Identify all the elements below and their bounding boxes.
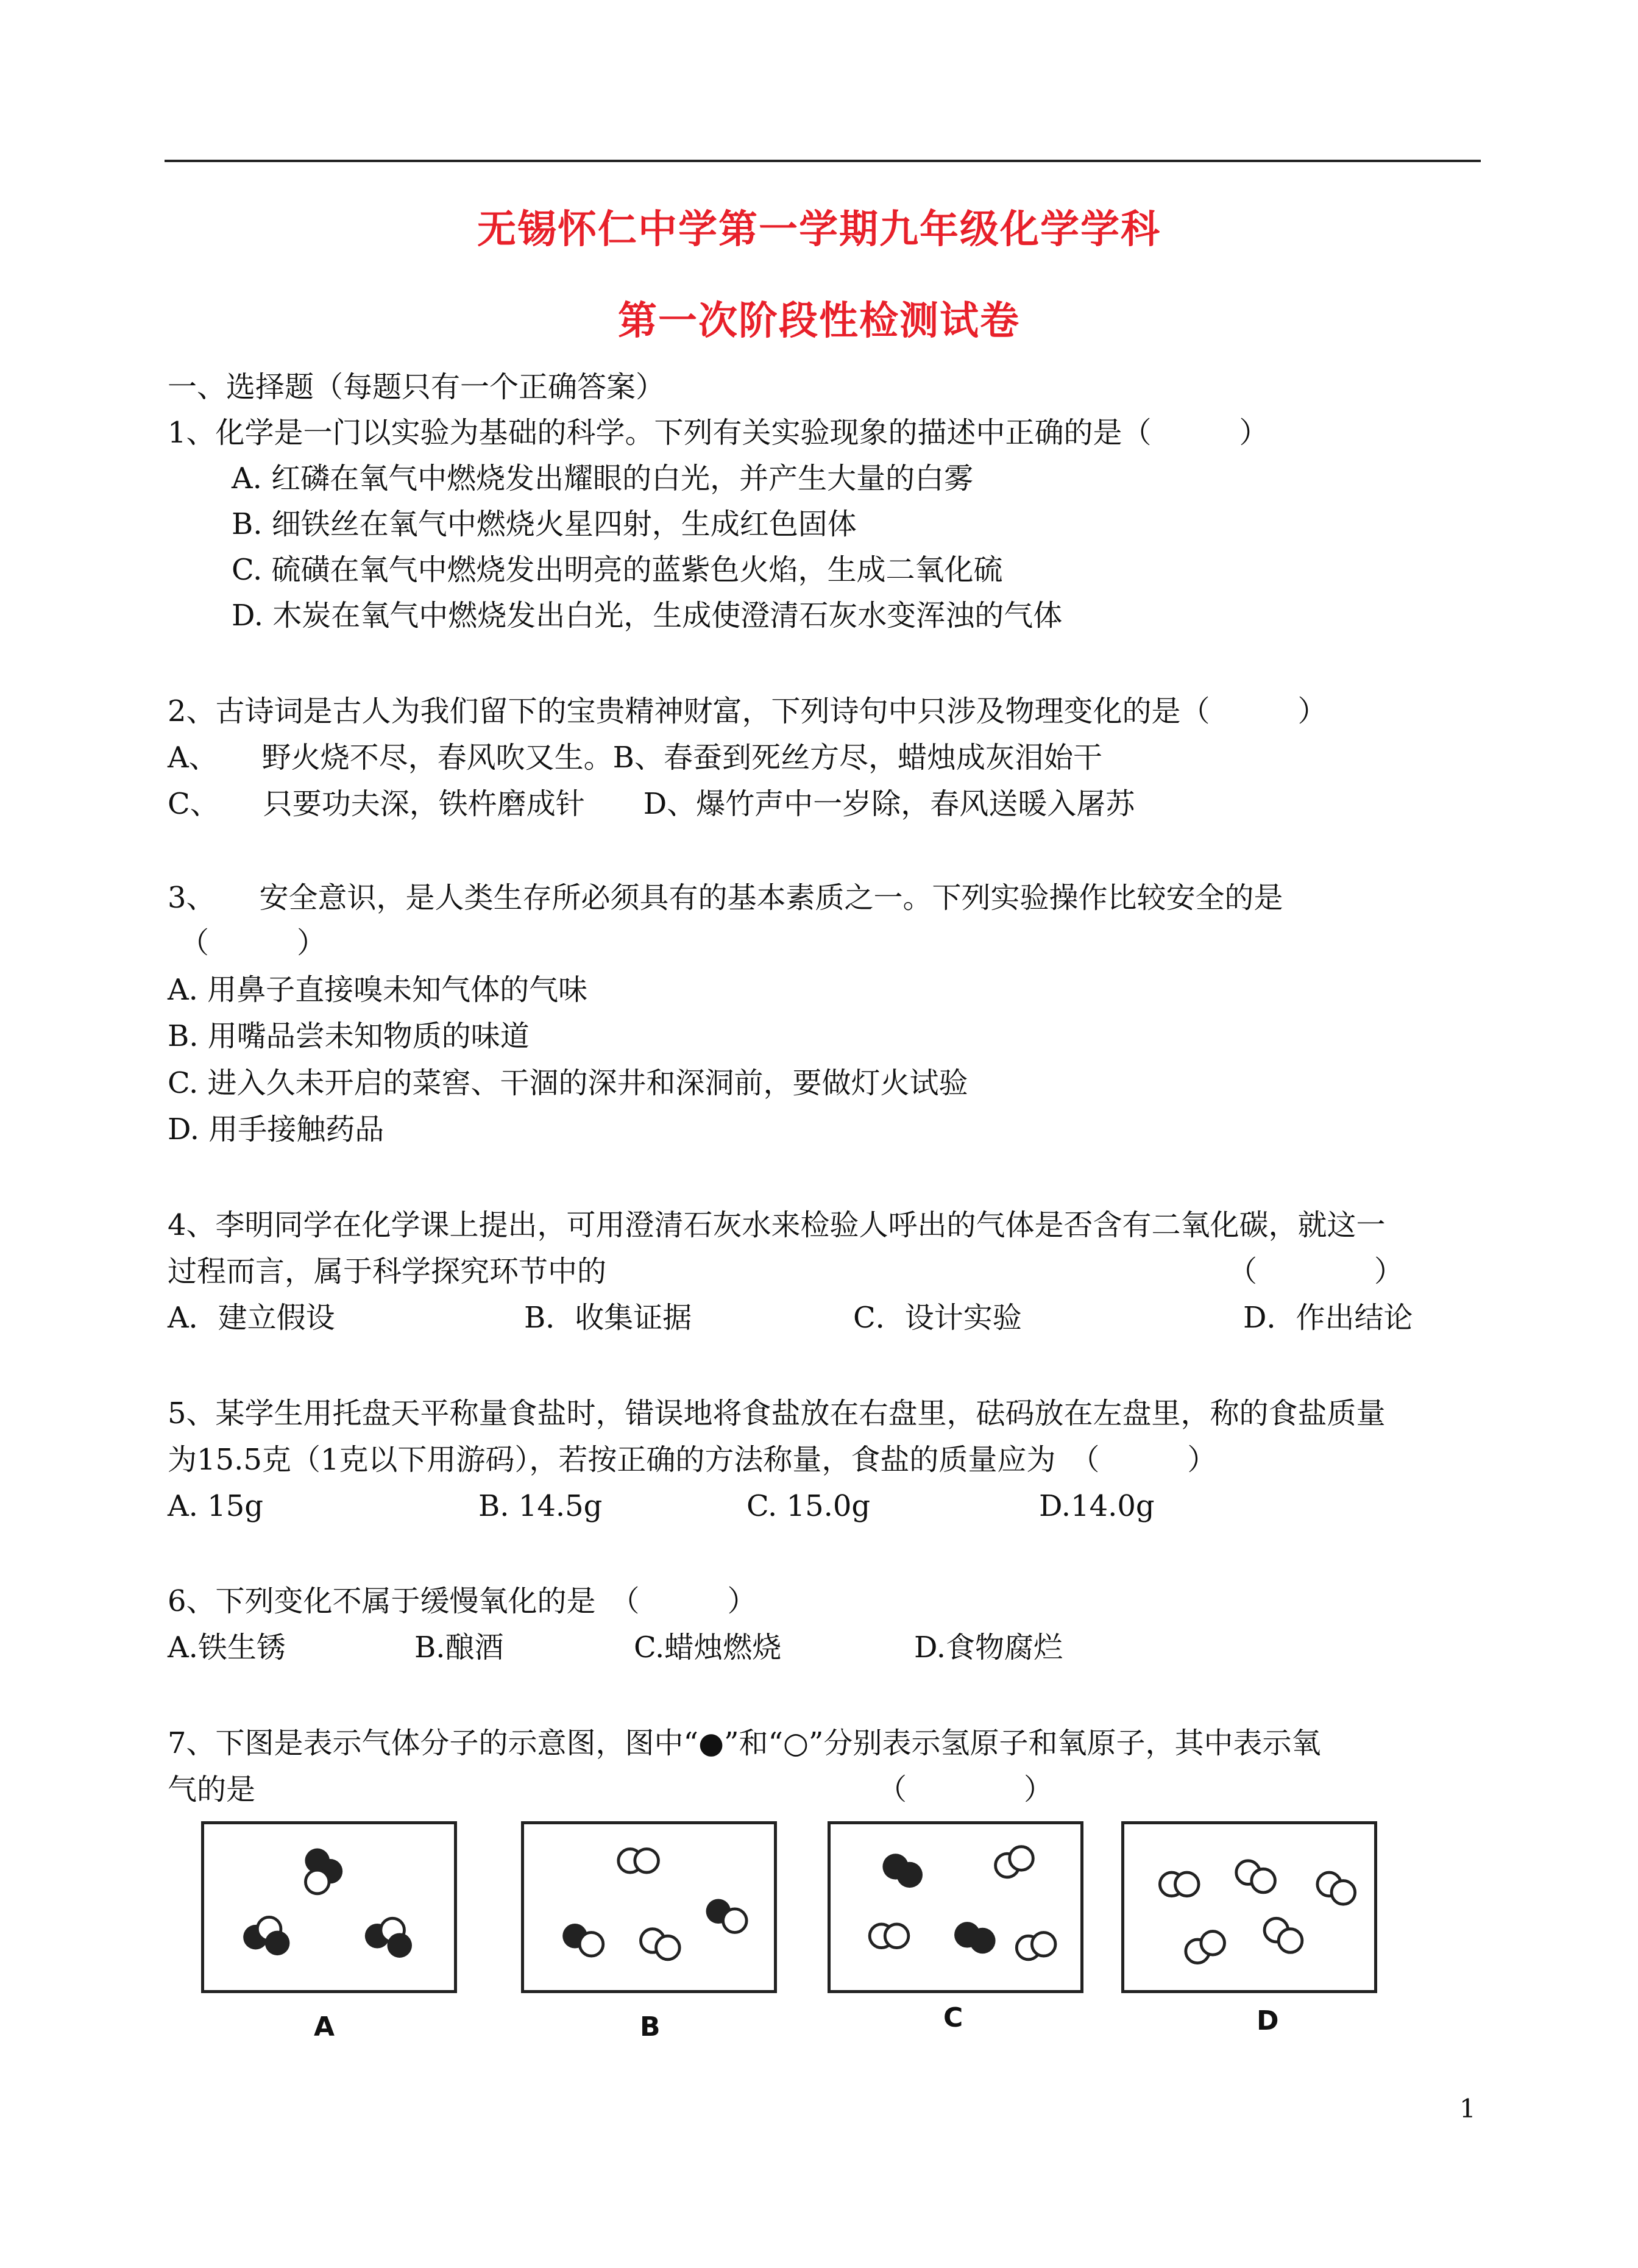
q7-stem-line1: 7、下图是表示气体分子的示意图，图中“●”和“○”分别表示氢原子和氧原子，其中表示氧 — [168, 1726, 1321, 1760]
q7-answer-blank: （ ） — [878, 1772, 1054, 1807]
q6-option-b: B.酿酒 — [414, 1630, 504, 1665]
q4-option-b: B．收集证据 — [524, 1301, 692, 1335]
q1-option-d: D. 木炭在氧气中燃烧发出白光，生成使澄清石灰水变浑浊的气体 — [232, 599, 1063, 633]
q3-option-a: A. 用鼻子直接嗅未知气体的气味 — [168, 973, 588, 1007]
q3-option-b: B. 用嘴品尝未知物质的味道 — [168, 1019, 530, 1053]
molecule-oxygen-2 — [640, 1929, 679, 1960]
q4-option-c: C．设计实验 — [853, 1301, 1022, 1335]
molecule-water-3 — [365, 1918, 412, 1958]
q1-stem: 1、化学是一门以实验为基础的科学。下列有关实验现象的描述中正确的是（ ） — [168, 416, 1269, 450]
top-rule — [165, 160, 1481, 162]
q4-option-d: D．作出结论 — [1243, 1301, 1413, 1335]
molecule-oxygen-3 — [1016, 1932, 1055, 1959]
q1-option-a: A. 红磷在氧气中燃烧发出耀眼的白光，并产生大量的白雾 — [232, 461, 974, 496]
molecule-water-1 — [305, 1849, 342, 1894]
q1-option-c: C. 硫磺在氧气中燃烧发出明亮的蓝紫色火焰，生成二氧化硫 — [232, 553, 1003, 587]
molecule-diagram-a — [201, 1821, 457, 1993]
q2-stem: 2、古诗词是古人为我们留下的宝贵精神财富，下列诗句中只涉及物理变化的是（ ） — [168, 694, 1327, 728]
q3-answer-blank: （ ） — [180, 926, 327, 960]
exam-title-line1: 无锡怀仁中学第一学期九年级化学学科 — [477, 207, 1161, 252]
q4-answer-blank: （ ） — [1228, 1254, 1404, 1289]
molecule-oxygen-1 — [1160, 1872, 1199, 1896]
exam-title-line2: 第一次阶段性检测试卷 — [618, 299, 1020, 344]
section-heading: 一、选择题（每题只有一个正确答案） — [168, 370, 665, 404]
q6-option-a: A.铁生锈 — [168, 1630, 286, 1665]
diagram-label-a: A — [314, 2011, 335, 2042]
q5-option-b: B. 14.5g — [478, 1489, 603, 1523]
q4-option-a: A．建立假设 — [168, 1301, 335, 1335]
q7-stem-line2: 气的是 — [168, 1772, 256, 1807]
molecule-hydroxyl-1 — [706, 1899, 747, 1932]
molecule-oxygen-5 — [1264, 1918, 1302, 1952]
q5-stem-line1: 5、某学生用托盘天平称量食盐时，错误地将食盐放在右盘里，砝码放在左盘里，称的食盐质量 — [168, 1396, 1386, 1431]
diagram-label-b: B — [640, 2011, 661, 2042]
molecule-diagram-d — [1121, 1821, 1377, 1993]
molecule-hydrogen-2 — [954, 1922, 996, 1953]
molecule-oxygen-4 — [1186, 1932, 1225, 1963]
q3-option-c: C. 进入久未开启的菜窖、干涸的深井和深洞前，要做灯火试验 — [168, 1066, 968, 1100]
molecule-diagram-c — [828, 1821, 1083, 1993]
molecule-oxygen-2 — [1236, 1861, 1275, 1893]
q5-stem-line2: 为15.5克（1克以下用游码），若按正确的方法称量，食盐的质量应为 （ ） — [168, 1443, 1217, 1477]
molecule-oxygen-1 — [619, 1849, 659, 1873]
molecule-oxygen-1 — [996, 1847, 1034, 1877]
q6-option-c: C.蜡烛燃烧 — [634, 1630, 782, 1665]
molecule-oxygen-3 — [1317, 1872, 1355, 1904]
q6-stem: 6、下列变化不属于缓慢氧化的是 （ ） — [168, 1584, 757, 1618]
diagram-label-c: C — [943, 2002, 963, 2033]
molecule-diagram-b — [521, 1821, 777, 1993]
q5-option-c: C. 15.0g — [746, 1489, 871, 1523]
q2-options-ab: A、 野火烧不尽，春风吹又生。B、春蚕到死丝方尽，蜡烛成灰泪始干 — [168, 741, 1102, 775]
q2-options-cd: C、 只要功夫深，铁杵磨成针 D、爆竹声中一岁除，春风送暖入屠苏 — [168, 787, 1135, 821]
molecule-hydrogen-1 — [882, 1854, 923, 1888]
molecule-oxygen-2 — [870, 1924, 909, 1948]
q1-option-b: B. 细铁丝在氧气中燃烧火星四射，生成红色固体 — [232, 507, 857, 541]
page-number: 1 — [1459, 2094, 1476, 2124]
q4-stem-line1: 4、李明同学在化学课上提出，可用澄清石灰水来检验人呼出的气体是否含有二氧化碳，就这一 — [168, 1208, 1386, 1242]
q5-option-d: D.14.0g — [1039, 1489, 1155, 1523]
q4-stem-line2: 过程而言，属于科学探究环节中的 — [168, 1254, 607, 1289]
molecule-water-2 — [243, 1917, 289, 1955]
q6-option-d: D.食物腐烂 — [914, 1630, 1063, 1665]
q3-option-d: D. 用手接触药品 — [168, 1112, 385, 1146]
molecule-hydroxyl-2 — [562, 1924, 603, 1956]
q5-option-a: A. 15g — [168, 1489, 263, 1523]
diagram-label-d: D — [1257, 2005, 1279, 2036]
q3-stem: 3、 安全意识，是人类生存所必须具有的基本素质之一。下列实验操作比较安全的是 — [168, 881, 1283, 915]
